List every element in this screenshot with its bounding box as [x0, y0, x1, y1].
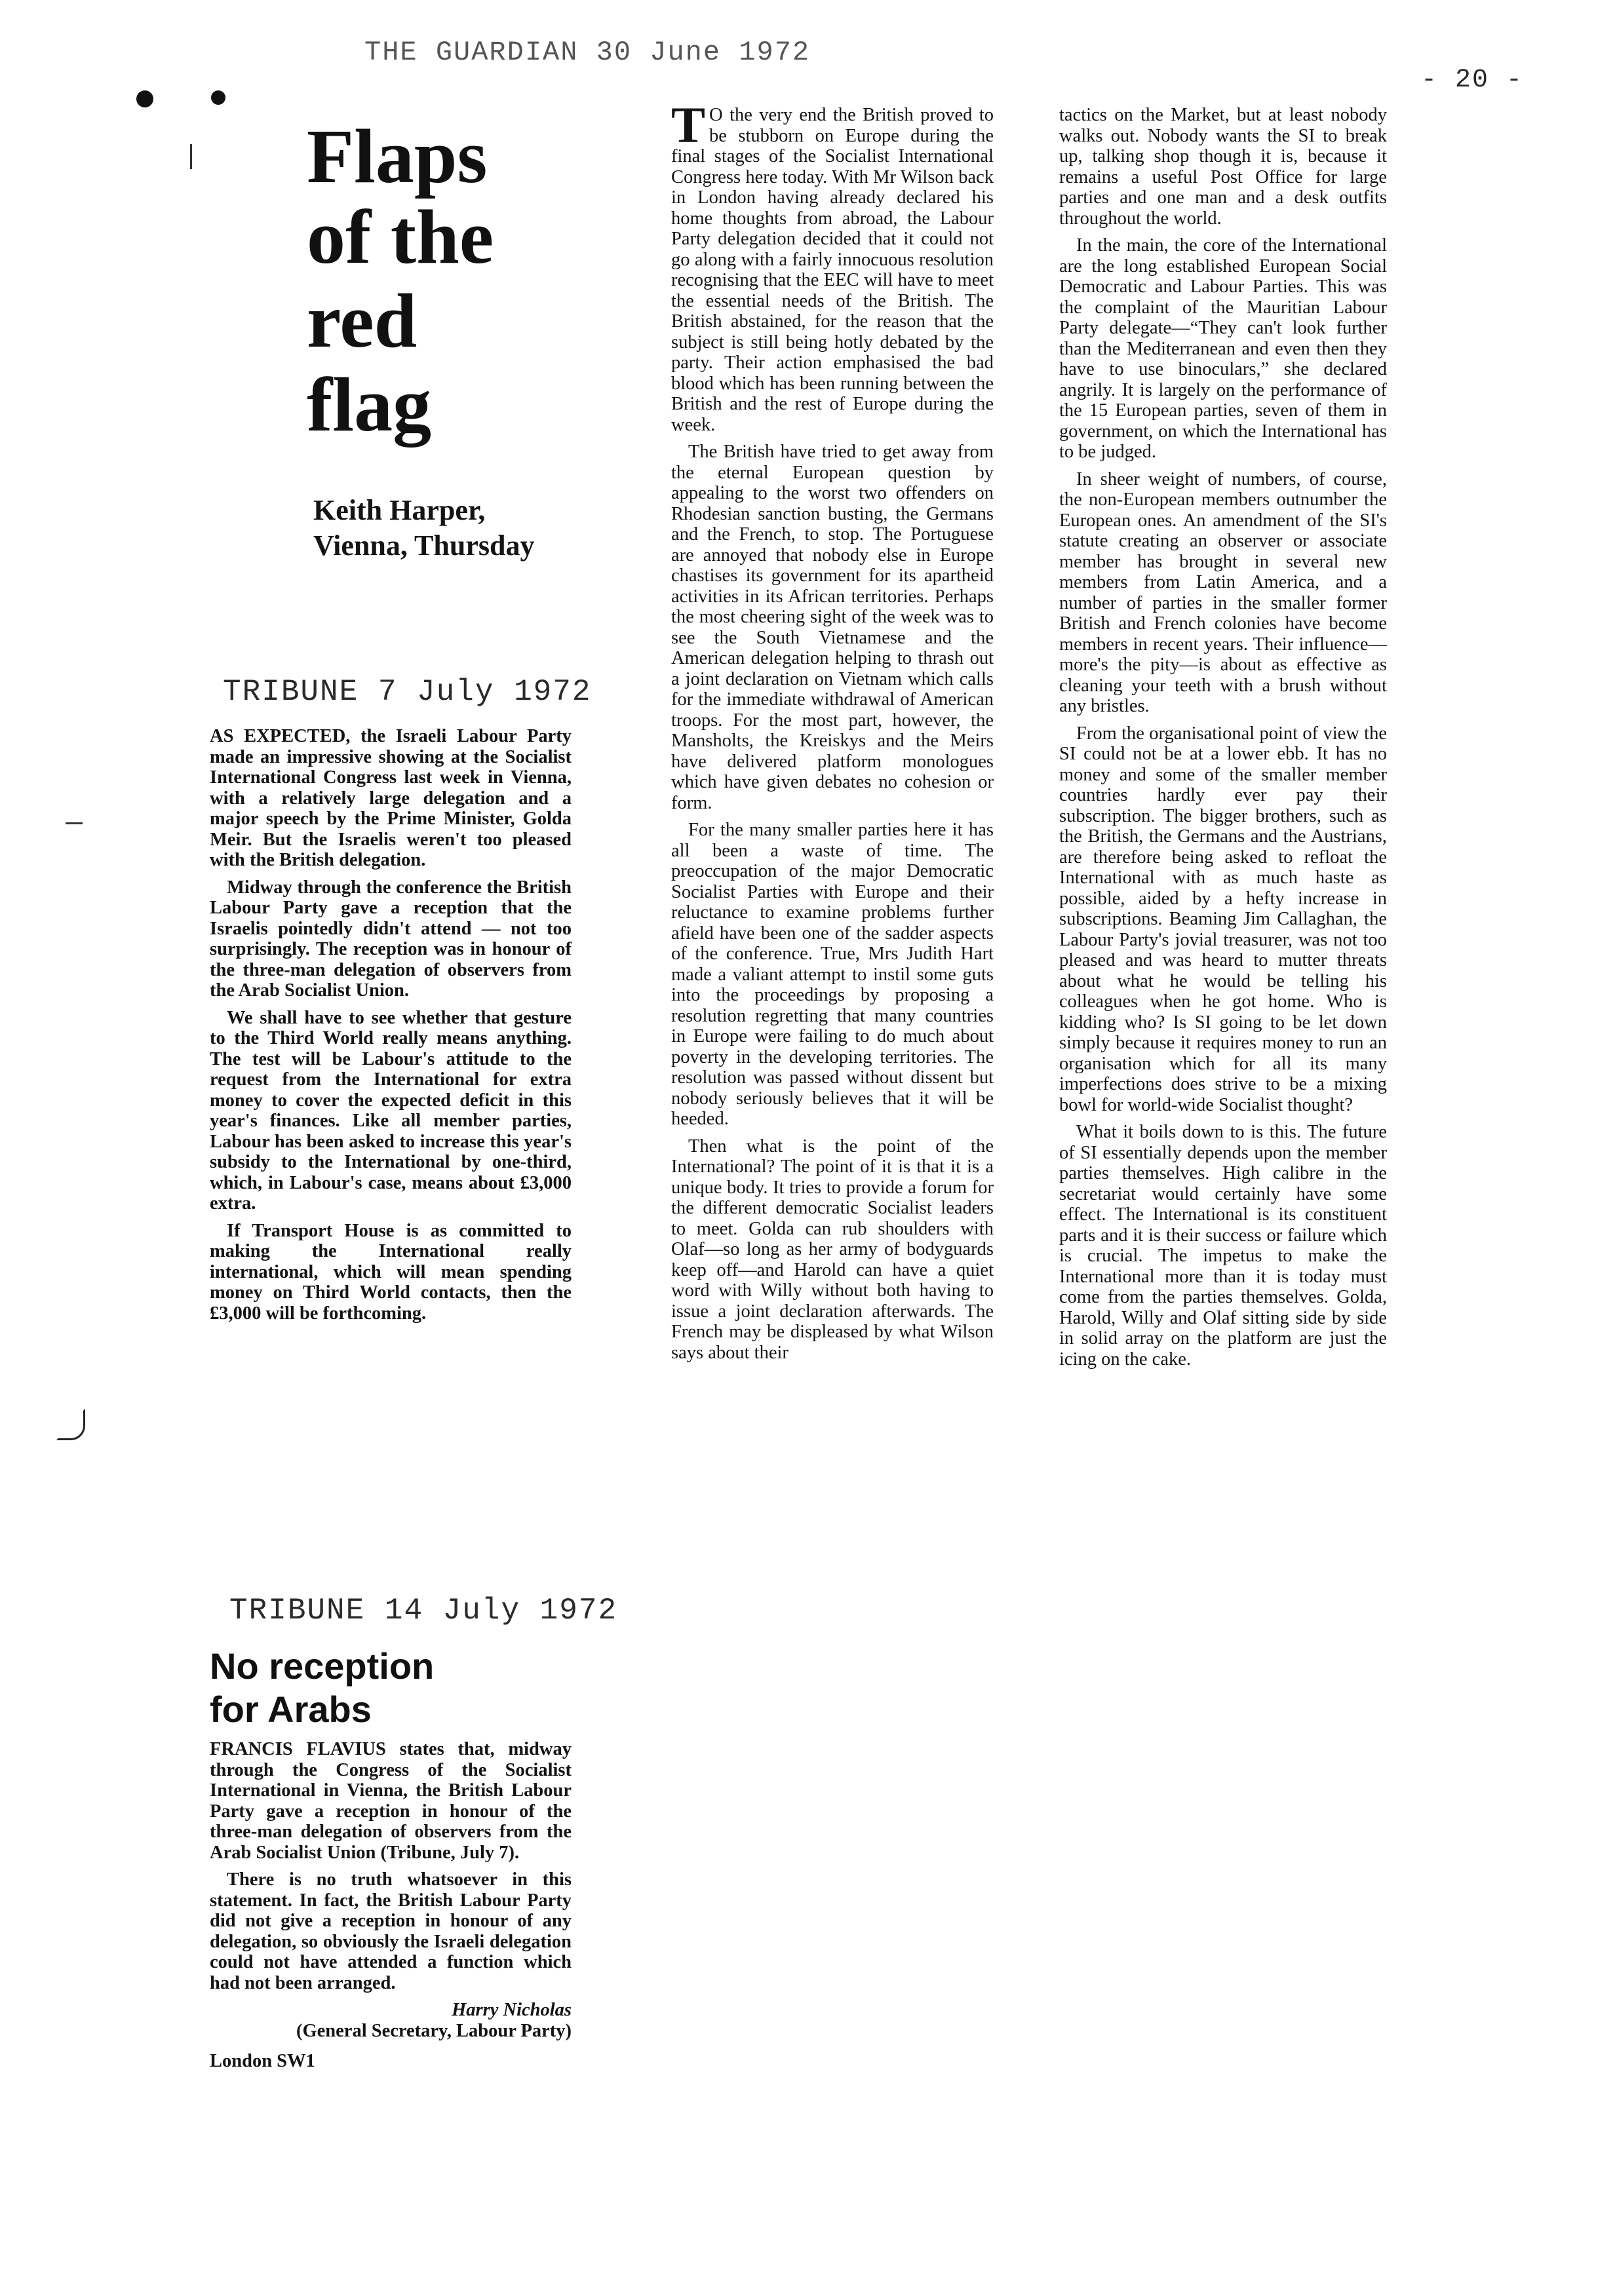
guardian-date-stamp: THE GUARDIAN 30 June 1972 [364, 37, 811, 68]
letter-paragraph: There is no truth whatsoever in this statement. In fact, the British Labour Party did not give a reception in honour of any delegation, so obviously the Israeli delegation could not have attended a function which had not been arranged. [210, 1869, 572, 1993]
headline-line: red [307, 278, 418, 364]
page-number: - 20 - [1421, 66, 1524, 95]
letter-headline: for Arabs [210, 1689, 372, 1730]
guardian-paragraph: From the organisational point of view the SI could not be at a lower ebb. It has no money and some of the smaller member countries hardly ever pay their subscription. The bigger brothers, such as the British, the Germans and the Austrians, are therefore being asked to refloat the International with as much haste as possible, aided by a hefty increase in subscriptions. Beaming Jim Callaghan, the Labour Party's jovial treasurer, was not too pleased and was heard to mutter threats about what he would be telling his colleagues when he got home. Who is kidding who? Is SI going to be let down simply because it requires money to run an organisation which for all its many imperfections does strive to be a mixing bowl for world-wide Socialist thought? [1059, 723, 1387, 1115]
guardian-paragraph [671, 96, 994, 435]
guardian-column-2 [1059, 105, 1387, 1376]
tribune1-paragraph: We shall have to see whether that gesture to the Third World really means anything. The test will be Labour's attitude to the request from the International for extra money to cover the expected deficit in this year's finances. Like all member parties, Labour has been asked to increase this year's subsidy to the International by one-third, which, in Labour's case, means about £3,000 extra. [210, 1007, 572, 1214]
letter-signature: Harry Nicholas [452, 2000, 572, 2020]
tribune1-paragraph: If Transport House is as committed to making the International really international, which will mean spending money on Third World contacts, then the £3,000 will be forthcoming. [210, 1220, 572, 1324]
guardian-paragraph: For the many smaller parties here it has all been a waste of time. The preoccupation of the major Democratic Socialist Parties with Europe and their reluctance to examine problems further afield have been one of the sadder aspects of the conference. True, Mrs Judith Hart made a valiant attempt to instil some guts into the proceedings by proposing a resolution regretting that many countries in Europe were failing to do much about poverty in the developing territories. The resolution was passed without dissent but nobody seriously believes that it will be heeded. [671, 820, 994, 1129]
guardian-paragraph: What it boils down to is this. The future of SI essentially depends upon the member parties themselves. High calibre in the secretariat would certainly have some effect. The International is its constituent parts and it is their success or failure which is crucial. The impetus to make the International more than it is today must come from the parties themselves. Golda, Harold, Willy and Olaf sitting side by side in solid array on the platform are just the icing on the cake. [1059, 1122, 1387, 1369]
headline-line: Flaps [307, 113, 488, 199]
letter-signature-title: (General Secretary, Labour Party) [296, 2021, 572, 2041]
scan-hook [56, 1409, 85, 1440]
letter-body [210, 1739, 572, 1993]
letter-headline: No reception [210, 1645, 435, 1687]
scan-tick [190, 144, 192, 169]
headline-line: flag [307, 362, 432, 448]
letter-paragraph: FRANCIS FLAVIUS states that, midway through the Congress of the Socialist International in Vienna, the British Labour Party gave a reception in honour of the three-man delegation of observers from the Arab Socialist Union (Tribune, July 7). [210, 1739, 572, 1863]
guardian-headline [307, 113, 595, 448]
guardian-paragraph: In sheer weight of numbers, of course, the non-European members outnumber the European ones. An amendment of the SI's statute creating an observer or associate member has brought in several new members from Latin America, and a number of parties in the smaller former British and French colonies have become members in recent years. Their influence—more's the pity—is about as effective as cleaning your teeth with a brush without any bristles. [1059, 469, 1387, 716]
tribune-stamp-1: TRIBUNE 7 July 1972 [223, 675, 592, 709]
tribune-article-1 [210, 726, 572, 1330]
scan-dash [66, 822, 83, 824]
scan-dot-left [136, 90, 153, 107]
drop-cap: T [671, 96, 706, 153]
guardian-byline [313, 493, 602, 564]
letter-address: London SW1 [210, 2051, 315, 2071]
tribune-stamp-2: TRIBUNE 14 July 1972 [229, 1594, 618, 1628]
tribune1-paragraph: AS EXPECTED, the Israeli Labour Party made an impressive showing at the Socialist International Congress last week in Vienna, with a relatively large delegation and a major speech by the Prime Minister, Golda Meir. But the Israelis weren't too pleased with the British delegation. [210, 726, 572, 870]
guardian-column-1 [671, 96, 994, 1369]
tribune-letter [210, 1645, 572, 2072]
guardian-paragraph: In the main, the core of the International are the long established European Social Democratic and Labour Parties. This was the complaint of the Mauritian Labour Party delegate—“They can't look further than the Mediterranean and even then they have to use binoculars,” she declared angrily. It is largely on the performance of the 15 European parties, seven of them in government, on which the International has to be judged. [1059, 235, 1387, 462]
byline-author: Keith Harper, [313, 494, 486, 526]
guardian-paragraph: The British have tried to get away from the eternal European question by appealing to the worst two offenders on Rhodesian sanction busting, the Germans and the French, to stop. The Portuguese are annoyed that nobody else in Europe chastises its government for its apartheid activities in its African territories. Perhaps the most cheering sight of the week was to see the South Vietnamese and the American delegation helping to thrash out a joint declaration on Vietnam which calls for the immediate withdrawal of American troops. For the most part, however, the Mansholts, the Kreiskys and the Meirs have delivered platform monologues which have given debates no cohesion or form. [671, 442, 994, 813]
scan-dot-right [211, 90, 225, 105]
guardian-lead-text: O the very end the British proved to be stubborn on Europe during the final stages of the Socialist International Congress here today. With Mr Wilson back in London having already declared his home thoughts from abroad, the Labour Party delegation decided that it could not go along with a fairly innocuous resolution recognising that the EEC will have to meet the essential needs of the British. The British abstained, for the reason that the subject is still being hotly debated by the party. Their action emphasised the bad blood which has been running between the British and the rest of Europe during the week. [671, 105, 994, 435]
headline-line: of the [307, 194, 494, 280]
byline-dateline: Vienna, Thursday [313, 529, 535, 562]
guardian-paragraph: tactics on the Market, but at least nobody walks out. Nobody wants the SI to break up, talking shop though it is, because it remains a useful Post Office for large parties and one man and a desk outfits throughout the world. [1059, 105, 1387, 229]
guardian-paragraph: Then what is the point of the International? The point of it is that it is a unique body. It tries to provide a forum for the different democratic Socialist leaders to meet. Golda can rub shoulders with Olaf—so long as her army of bodyguards keep off—and Harold can have a quiet word with Willy without both having to issue a joint declaration afterwards. The French may be displeased by what Wilson says about their [671, 1136, 994, 1363]
tribune1-paragraph: Midway through the conference the British Labour Party gave a reception that the Israelis pointedly didn't attend — not too surprisingly. The reception was in honour of the three-man delegation of observers from the Arab Socialist Union. [210, 877, 572, 1001]
